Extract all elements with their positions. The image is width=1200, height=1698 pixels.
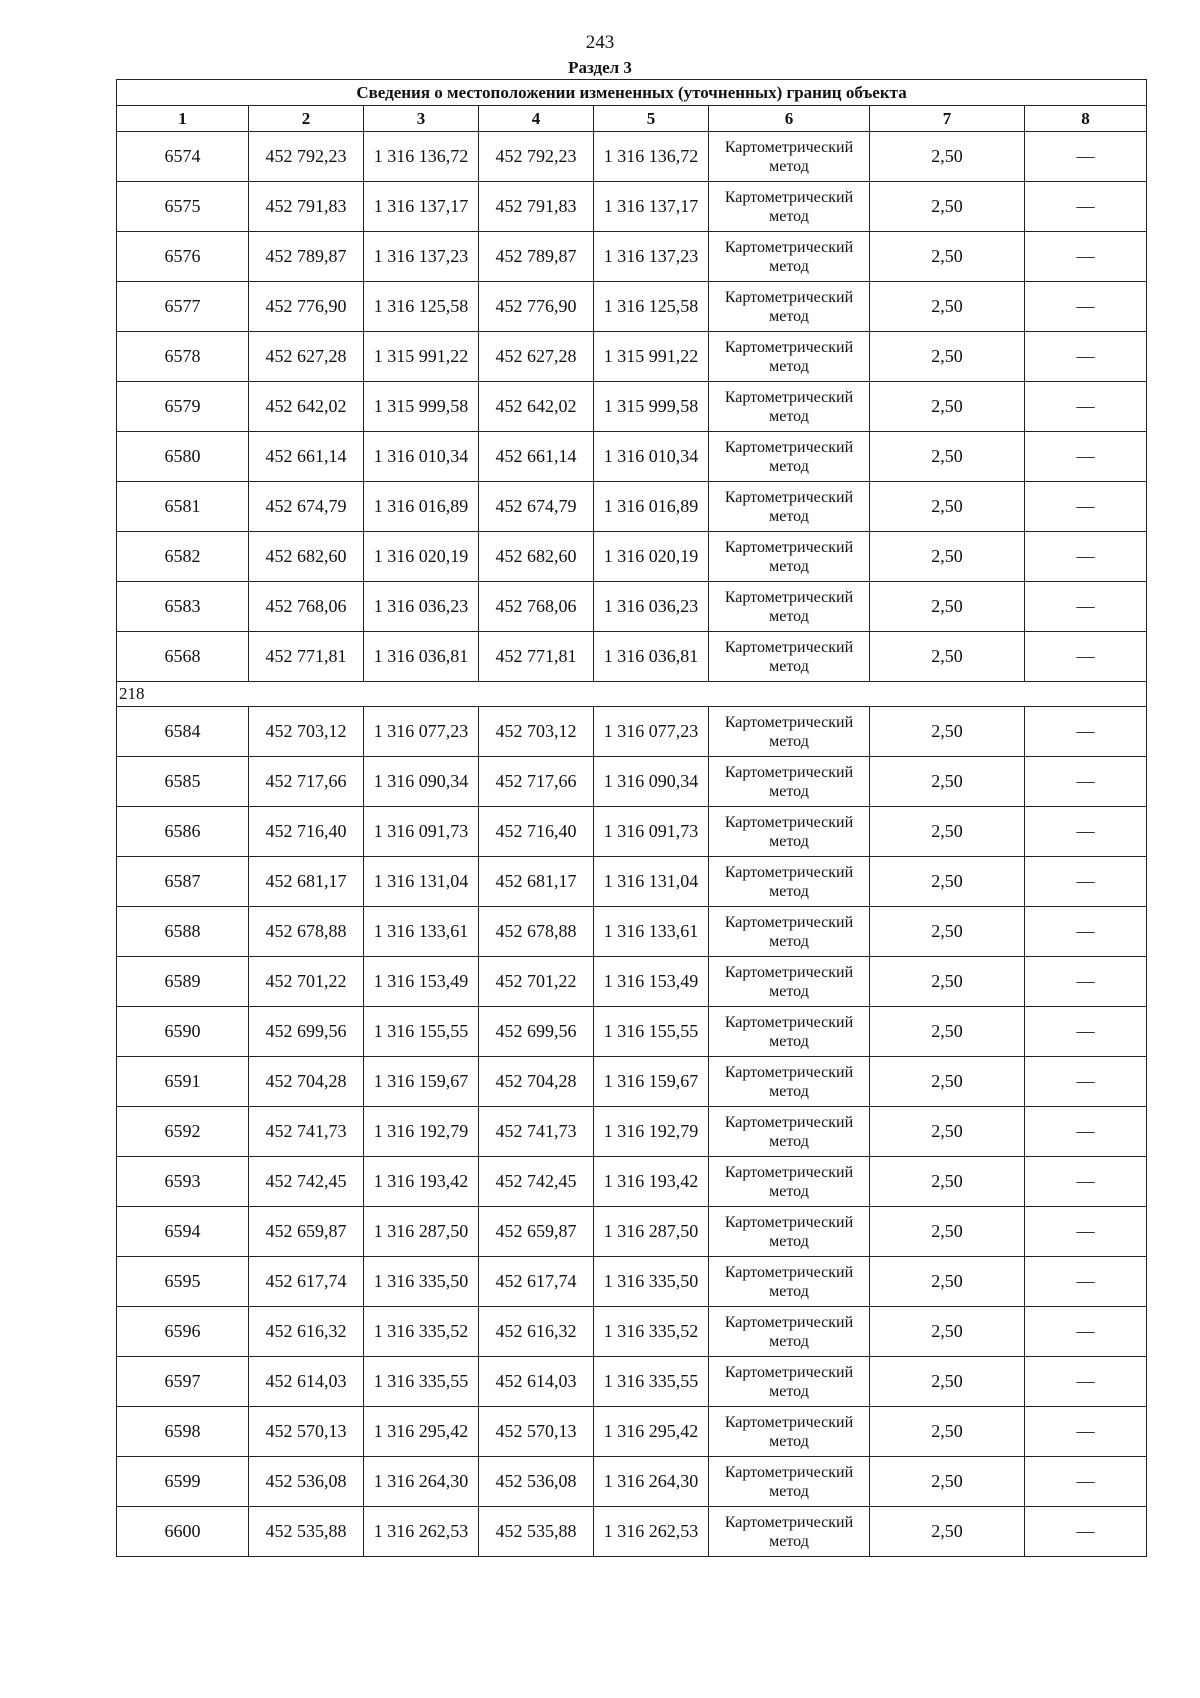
cell-method: Картометрический метод bbox=[709, 182, 870, 232]
cell-description: — bbox=[1025, 1007, 1147, 1057]
cell-x-old: 452 674,79 bbox=[249, 482, 364, 532]
cell-x-old: 452 661,14 bbox=[249, 432, 364, 482]
cell-y-new: 1 316 295,42 bbox=[594, 1407, 709, 1457]
cell-description: — bbox=[1025, 1307, 1147, 1357]
cell-y-new: 1 316 335,55 bbox=[594, 1357, 709, 1407]
cell-point-number: 6585 bbox=[117, 757, 249, 807]
cell-precision: 2,50 bbox=[870, 1007, 1025, 1057]
table-row bbox=[117, 382, 1147, 432]
cell-point-number: 6587 bbox=[117, 857, 249, 907]
cell-description: — bbox=[1025, 282, 1147, 332]
cell-description: — bbox=[1025, 1457, 1147, 1507]
column-number: 4 bbox=[479, 106, 594, 132]
cell-description: — bbox=[1025, 1257, 1147, 1307]
cell-x-old: 452 536,08 bbox=[249, 1457, 364, 1507]
cell-description: — bbox=[1025, 957, 1147, 1007]
table-row bbox=[117, 1057, 1147, 1107]
cell-x-old: 452 681,17 bbox=[249, 857, 364, 907]
cell-y-new: 1 316 036,23 bbox=[594, 582, 709, 632]
cell-x-new: 452 570,13 bbox=[479, 1407, 594, 1457]
cell-x-old: 452 627,28 bbox=[249, 332, 364, 382]
table-body bbox=[117, 132, 1147, 1557]
cell-method: Картометрический метод bbox=[709, 757, 870, 807]
table-caption-row bbox=[117, 80, 1147, 106]
cell-x-old: 452 678,88 bbox=[249, 907, 364, 957]
cell-y-old: 1 316 036,81 bbox=[364, 632, 479, 682]
cell-y-old: 1 316 125,58 bbox=[364, 282, 479, 332]
cell-x-new: 452 678,88 bbox=[479, 907, 594, 957]
cell-x-new: 452 699,56 bbox=[479, 1007, 594, 1057]
cell-method: Картометрический метод bbox=[709, 282, 870, 332]
cell-precision: 2,50 bbox=[870, 707, 1025, 757]
cell-point-number: 6600 bbox=[117, 1507, 249, 1557]
cell-precision: 2,50 bbox=[870, 1507, 1025, 1557]
section-title: Раздел 3 bbox=[568, 58, 632, 77]
cell-description: — bbox=[1025, 1107, 1147, 1157]
column-number: 2 bbox=[249, 106, 364, 132]
cell-point-number: 6588 bbox=[117, 907, 249, 957]
cell-x-old: 452 716,40 bbox=[249, 807, 364, 857]
cell-y-old: 1 315 991,22 bbox=[364, 332, 479, 382]
cell-y-new: 1 316 193,42 bbox=[594, 1157, 709, 1207]
cell-x-new: 452 789,87 bbox=[479, 232, 594, 282]
table-row bbox=[117, 1357, 1147, 1407]
table-row bbox=[117, 1157, 1147, 1207]
cell-precision: 2,50 bbox=[870, 332, 1025, 382]
cell-point-number: 6578 bbox=[117, 332, 249, 382]
cell-x-old: 452 717,66 bbox=[249, 757, 364, 807]
cell-method: Картометрический метод bbox=[709, 382, 870, 432]
cell-y-old: 1 315 999,58 bbox=[364, 382, 479, 432]
cell-precision: 2,50 bbox=[870, 957, 1025, 1007]
cell-y-new: 1 316 077,23 bbox=[594, 707, 709, 757]
cell-point-number: 6592 bbox=[117, 1107, 249, 1157]
cell-y-old: 1 316 295,42 bbox=[364, 1407, 479, 1457]
cell-method: Картометрический метод bbox=[709, 857, 870, 907]
cell-y-old: 1 316 131,04 bbox=[364, 857, 479, 907]
cell-x-new: 452 716,40 bbox=[479, 807, 594, 857]
cell-precision: 2,50 bbox=[870, 532, 1025, 582]
column-number: 5 bbox=[594, 106, 709, 132]
cell-description: — bbox=[1025, 582, 1147, 632]
cell-y-old: 1 316 137,17 bbox=[364, 182, 479, 232]
cell-y-new: 1 316 137,23 bbox=[594, 232, 709, 282]
cell-method: Картометрический метод bbox=[709, 1407, 870, 1457]
cell-x-old: 452 570,13 bbox=[249, 1407, 364, 1457]
cell-precision: 2,50 bbox=[870, 1407, 1025, 1457]
cell-y-old: 1 316 287,50 bbox=[364, 1207, 479, 1257]
cell-y-new: 1 316 036,81 bbox=[594, 632, 709, 682]
column-number: 6 bbox=[709, 106, 870, 132]
cell-description: — bbox=[1025, 857, 1147, 907]
cell-description: — bbox=[1025, 1357, 1147, 1407]
cell-precision: 2,50 bbox=[870, 132, 1025, 182]
cell-method: Картометрический метод bbox=[709, 1507, 870, 1557]
cell-x-old: 452 642,02 bbox=[249, 382, 364, 432]
cell-x-new: 452 659,87 bbox=[479, 1207, 594, 1257]
table-row bbox=[117, 1457, 1147, 1507]
cell-description: — bbox=[1025, 432, 1147, 482]
cell-x-new: 452 682,60 bbox=[479, 532, 594, 582]
cell-x-new: 452 717,66 bbox=[479, 757, 594, 807]
table-row bbox=[117, 582, 1147, 632]
cell-precision: 2,50 bbox=[870, 1457, 1025, 1507]
cell-description: — bbox=[1025, 1407, 1147, 1457]
cell-y-new: 1 316 155,55 bbox=[594, 1007, 709, 1057]
cell-x-new: 452 703,12 bbox=[479, 707, 594, 757]
cell-precision: 2,50 bbox=[870, 757, 1025, 807]
cell-x-old: 452 792,23 bbox=[249, 132, 364, 182]
cell-description: — bbox=[1025, 132, 1147, 182]
cell-description: — bbox=[1025, 707, 1147, 757]
table-row bbox=[117, 857, 1147, 907]
table-caption: Сведения о местоположении измененных (уточненных) границ объекта bbox=[117, 80, 1147, 106]
cell-y-old: 1 316 136,72 bbox=[364, 132, 479, 182]
cell-point-number: 6577 bbox=[117, 282, 249, 332]
column-number: 8 bbox=[1025, 106, 1147, 132]
cell-y-new: 1 316 264,30 bbox=[594, 1457, 709, 1507]
cell-precision: 2,50 bbox=[870, 632, 1025, 682]
cell-x-old: 452 659,87 bbox=[249, 1207, 364, 1257]
contour-group-label: 218 bbox=[117, 682, 1147, 707]
cell-precision: 2,50 bbox=[870, 482, 1025, 532]
cell-x-new: 452 617,74 bbox=[479, 1257, 594, 1307]
cell-precision: 2,50 bbox=[870, 382, 1025, 432]
table-row bbox=[117, 632, 1147, 682]
contour-group-row bbox=[117, 682, 1147, 707]
cell-x-new: 452 681,17 bbox=[479, 857, 594, 907]
cell-description: — bbox=[1025, 482, 1147, 532]
cell-y-old: 1 316 091,73 bbox=[364, 807, 479, 857]
cell-x-old: 452 741,73 bbox=[249, 1107, 364, 1157]
cell-description: — bbox=[1025, 182, 1147, 232]
cell-description: — bbox=[1025, 632, 1147, 682]
table-row bbox=[117, 332, 1147, 382]
cell-point-number: 6579 bbox=[117, 382, 249, 432]
cell-y-new: 1 316 016,89 bbox=[594, 482, 709, 532]
cell-precision: 2,50 bbox=[870, 1207, 1025, 1257]
cell-method: Картометрический метод bbox=[709, 1107, 870, 1157]
cell-y-new: 1 316 287,50 bbox=[594, 1207, 709, 1257]
cell-x-new: 452 627,28 bbox=[479, 332, 594, 382]
cell-x-new: 452 535,88 bbox=[479, 1507, 594, 1557]
cell-x-new: 452 661,14 bbox=[479, 432, 594, 482]
cell-method: Картометрический метод bbox=[709, 957, 870, 1007]
cell-description: — bbox=[1025, 382, 1147, 432]
cell-y-new: 1 316 010,34 bbox=[594, 432, 709, 482]
cell-method: Картометрический метод bbox=[709, 632, 870, 682]
table-row bbox=[117, 1507, 1147, 1557]
cell-point-number: 6598 bbox=[117, 1407, 249, 1457]
boundary-coordinates-table bbox=[116, 79, 1147, 1557]
cell-point-number: 6590 bbox=[117, 1007, 249, 1057]
cell-method: Картометрический метод bbox=[709, 1207, 870, 1257]
cell-point-number: 6582 bbox=[117, 532, 249, 582]
cell-y-new: 1 316 137,17 bbox=[594, 182, 709, 232]
table-row bbox=[117, 232, 1147, 282]
cell-description: — bbox=[1025, 232, 1147, 282]
table-row bbox=[117, 132, 1147, 182]
cell-y-new: 1 316 153,49 bbox=[594, 957, 709, 1007]
cell-description: — bbox=[1025, 1207, 1147, 1257]
cell-y-new: 1 316 335,50 bbox=[594, 1257, 709, 1307]
cell-x-new: 452 701,22 bbox=[479, 957, 594, 1007]
cell-description: — bbox=[1025, 1507, 1147, 1557]
cell-x-old: 452 768,06 bbox=[249, 582, 364, 632]
cell-precision: 2,50 bbox=[870, 1157, 1025, 1207]
cell-y-old: 1 316 155,55 bbox=[364, 1007, 479, 1057]
cell-y-new: 1 316 133,61 bbox=[594, 907, 709, 957]
cell-precision: 2,50 bbox=[870, 907, 1025, 957]
cell-method: Картометрический метод bbox=[709, 1157, 870, 1207]
cell-description: — bbox=[1025, 907, 1147, 957]
cell-description: — bbox=[1025, 532, 1147, 582]
cell-x-old: 452 617,74 bbox=[249, 1257, 364, 1307]
cell-x-old: 452 776,90 bbox=[249, 282, 364, 332]
cell-y-new: 1 316 192,79 bbox=[594, 1107, 709, 1157]
cell-precision: 2,50 bbox=[870, 282, 1025, 332]
cell-point-number: 6581 bbox=[117, 482, 249, 532]
cell-y-old: 1 316 193,42 bbox=[364, 1157, 479, 1207]
cell-point-number: 6594 bbox=[117, 1207, 249, 1257]
cell-y-new: 1 316 020,19 bbox=[594, 532, 709, 582]
cell-x-new: 452 642,02 bbox=[479, 382, 594, 432]
cell-y-old: 1 316 153,49 bbox=[364, 957, 479, 1007]
cell-precision: 2,50 bbox=[870, 182, 1025, 232]
cell-x-new: 452 792,23 bbox=[479, 132, 594, 182]
cell-method: Картометрический метод bbox=[709, 1007, 870, 1057]
cell-method: Картометрический метод bbox=[709, 482, 870, 532]
cell-point-number: 6589 bbox=[117, 957, 249, 1007]
cell-precision: 2,50 bbox=[870, 432, 1025, 482]
cell-precision: 2,50 bbox=[870, 1307, 1025, 1357]
cell-x-new: 452 616,32 bbox=[479, 1307, 594, 1357]
table-row bbox=[117, 957, 1147, 1007]
cell-y-old: 1 316 010,34 bbox=[364, 432, 479, 482]
table-row bbox=[117, 1007, 1147, 1057]
table-row bbox=[117, 707, 1147, 757]
table-row bbox=[117, 757, 1147, 807]
cell-x-new: 452 768,06 bbox=[479, 582, 594, 632]
cell-method: Картометрический метод bbox=[709, 707, 870, 757]
table-row bbox=[117, 1207, 1147, 1257]
cell-y-new: 1 316 159,67 bbox=[594, 1057, 709, 1107]
cell-method: Картометрический метод bbox=[709, 1057, 870, 1107]
cell-y-old: 1 316 036,23 bbox=[364, 582, 479, 632]
cell-x-old: 452 703,12 bbox=[249, 707, 364, 757]
cell-y-old: 1 316 137,23 bbox=[364, 232, 479, 282]
cell-method: Картометрический метод bbox=[709, 132, 870, 182]
table-row bbox=[117, 1257, 1147, 1307]
cell-y-old: 1 316 264,30 bbox=[364, 1457, 479, 1507]
cell-precision: 2,50 bbox=[870, 807, 1025, 857]
cell-y-new: 1 316 131,04 bbox=[594, 857, 709, 907]
cell-method: Картометрический метод bbox=[709, 907, 870, 957]
cell-y-old: 1 316 020,19 bbox=[364, 532, 479, 582]
cell-precision: 2,50 bbox=[870, 857, 1025, 907]
cell-method: Картометрический метод bbox=[709, 1357, 870, 1407]
cell-method: Картометрический метод bbox=[709, 532, 870, 582]
table-row bbox=[117, 807, 1147, 857]
cell-description: — bbox=[1025, 807, 1147, 857]
cell-precision: 2,50 bbox=[870, 1107, 1025, 1157]
cell-precision: 2,50 bbox=[870, 232, 1025, 282]
cell-point-number: 6597 bbox=[117, 1357, 249, 1407]
cell-point-number: 6583 bbox=[117, 582, 249, 632]
cell-x-old: 452 701,22 bbox=[249, 957, 364, 1007]
cell-x-old: 452 704,28 bbox=[249, 1057, 364, 1107]
cell-x-old: 452 789,87 bbox=[249, 232, 364, 282]
cell-y-old: 1 316 335,50 bbox=[364, 1257, 479, 1307]
cell-point-number: 6576 bbox=[117, 232, 249, 282]
cell-y-old: 1 316 262,53 bbox=[364, 1507, 479, 1557]
cell-y-new: 1 316 091,73 bbox=[594, 807, 709, 857]
cell-x-old: 452 791,83 bbox=[249, 182, 364, 232]
column-number: 3 bbox=[364, 106, 479, 132]
table-row bbox=[117, 1307, 1147, 1357]
page-number: 243 bbox=[585, 32, 615, 53]
cell-point-number: 6575 bbox=[117, 182, 249, 232]
cell-method: Картометрический метод bbox=[709, 1307, 870, 1357]
table-row bbox=[117, 1407, 1147, 1457]
cell-precision: 2,50 bbox=[870, 1257, 1025, 1307]
table-row bbox=[117, 182, 1147, 232]
cell-x-old: 452 682,60 bbox=[249, 532, 364, 582]
cell-y-new: 1 316 136,72 bbox=[594, 132, 709, 182]
cell-y-old: 1 316 077,23 bbox=[364, 707, 479, 757]
cell-point-number: 6580 bbox=[117, 432, 249, 482]
cell-precision: 2,50 bbox=[870, 1057, 1025, 1107]
cell-y-old: 1 316 192,79 bbox=[364, 1107, 479, 1157]
cell-point-number: 6595 bbox=[117, 1257, 249, 1307]
cell-precision: 2,50 bbox=[870, 1357, 1025, 1407]
column-number: 7 bbox=[870, 106, 1025, 132]
cell-x-old: 452 699,56 bbox=[249, 1007, 364, 1057]
table-row bbox=[117, 1107, 1147, 1157]
cell-x-new: 452 674,79 bbox=[479, 482, 594, 532]
cell-y-new: 1 315 999,58 bbox=[594, 382, 709, 432]
cell-x-old: 452 771,81 bbox=[249, 632, 364, 682]
cell-x-new: 452 776,90 bbox=[479, 282, 594, 332]
cell-x-old: 452 742,45 bbox=[249, 1157, 364, 1207]
cell-precision: 2,50 bbox=[870, 582, 1025, 632]
cell-x-new: 452 614,03 bbox=[479, 1357, 594, 1407]
cell-point-number: 6593 bbox=[117, 1157, 249, 1207]
cell-y-new: 1 316 090,34 bbox=[594, 757, 709, 807]
cell-y-new: 1 316 125,58 bbox=[594, 282, 709, 332]
cell-y-old: 1 316 335,52 bbox=[364, 1307, 479, 1357]
cell-description: — bbox=[1025, 1057, 1147, 1107]
cell-description: — bbox=[1025, 757, 1147, 807]
cell-x-new: 452 742,45 bbox=[479, 1157, 594, 1207]
cell-method: Картометрический метод bbox=[709, 232, 870, 282]
cell-x-new: 452 536,08 bbox=[479, 1457, 594, 1507]
cell-x-old: 452 616,32 bbox=[249, 1307, 364, 1357]
cell-x-new: 452 704,28 bbox=[479, 1057, 594, 1107]
cell-point-number: 6568 bbox=[117, 632, 249, 682]
cell-point-number: 6574 bbox=[117, 132, 249, 182]
cell-method: Картометрический метод bbox=[709, 432, 870, 482]
cell-method: Картометрический метод bbox=[709, 332, 870, 382]
cell-x-new: 452 741,73 bbox=[479, 1107, 594, 1157]
cell-point-number: 6586 bbox=[117, 807, 249, 857]
cell-point-number: 6584 bbox=[117, 707, 249, 757]
table-row bbox=[117, 282, 1147, 332]
cell-y-old: 1 316 016,89 bbox=[364, 482, 479, 532]
cell-y-old: 1 316 335,55 bbox=[364, 1357, 479, 1407]
cell-y-new: 1 315 991,22 bbox=[594, 332, 709, 382]
column-number: 1 bbox=[117, 106, 249, 132]
cell-x-old: 452 535,88 bbox=[249, 1507, 364, 1557]
cell-x-old: 452 614,03 bbox=[249, 1357, 364, 1407]
cell-method: Картометрический метод bbox=[709, 582, 870, 632]
table-row bbox=[117, 432, 1147, 482]
cell-point-number: 6591 bbox=[117, 1057, 249, 1107]
cell-description: — bbox=[1025, 332, 1147, 382]
cell-method: Картометрический метод bbox=[709, 1257, 870, 1307]
cell-y-new: 1 316 262,53 bbox=[594, 1507, 709, 1557]
cell-method: Картометрический метод bbox=[709, 1457, 870, 1507]
cell-method: Картометрический метод bbox=[709, 807, 870, 857]
cell-y-old: 1 316 090,34 bbox=[364, 757, 479, 807]
cell-x-new: 452 791,83 bbox=[479, 182, 594, 232]
column-number-row bbox=[117, 106, 1147, 132]
cell-description: — bbox=[1025, 1157, 1147, 1207]
table-row bbox=[117, 532, 1147, 582]
table-row bbox=[117, 907, 1147, 957]
table-row bbox=[117, 482, 1147, 532]
cell-y-old: 1 316 159,67 bbox=[364, 1057, 479, 1107]
cell-y-new: 1 316 335,52 bbox=[594, 1307, 709, 1357]
cell-x-new: 452 771,81 bbox=[479, 632, 594, 682]
cell-point-number: 6596 bbox=[117, 1307, 249, 1357]
cell-y-old: 1 316 133,61 bbox=[364, 907, 479, 957]
cell-point-number: 6599 bbox=[117, 1457, 249, 1507]
